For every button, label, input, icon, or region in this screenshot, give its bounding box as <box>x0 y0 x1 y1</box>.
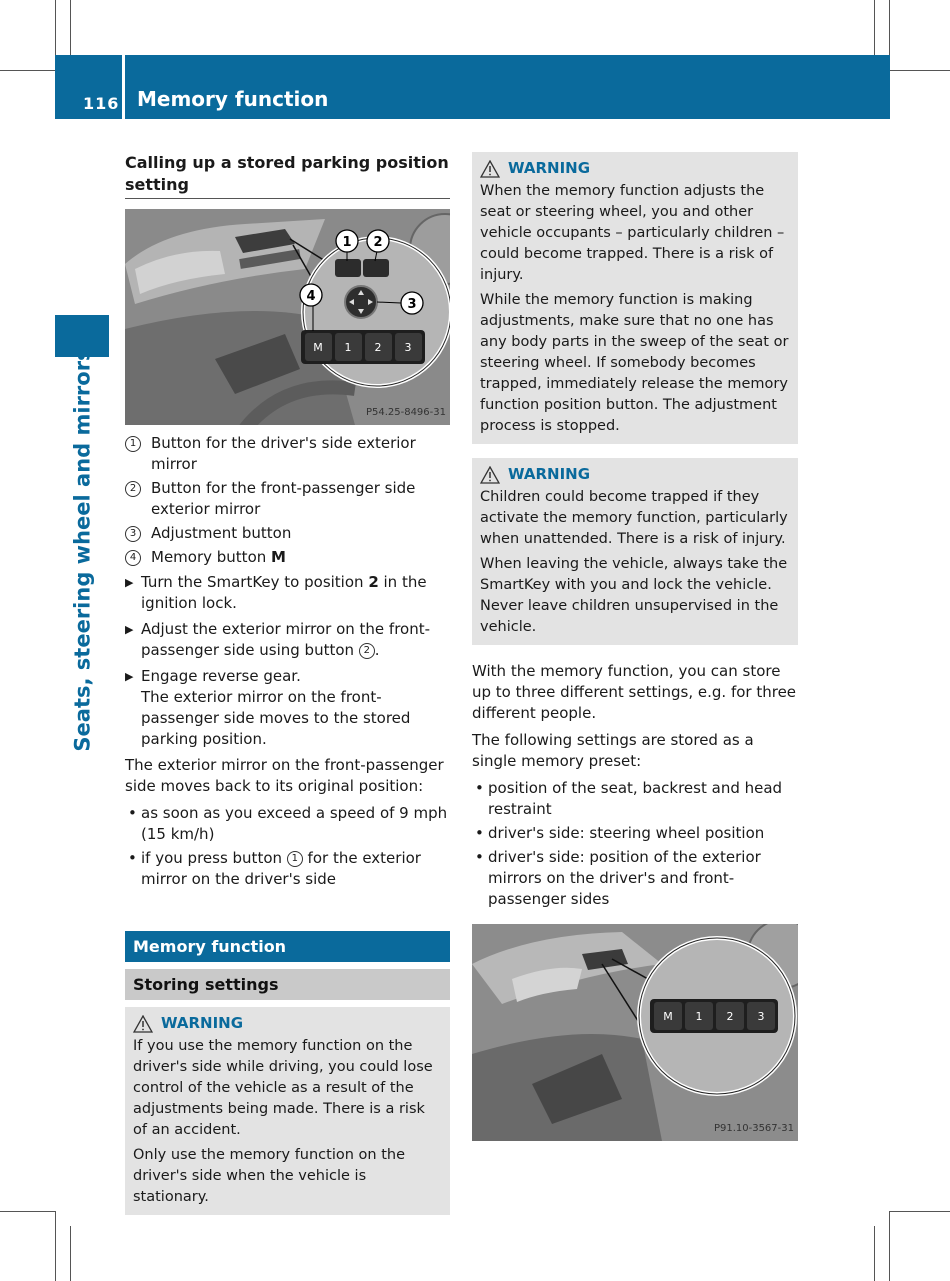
legend-text: Button for the front-passenger side exterior mirror <box>151 479 416 518</box>
legend-text: Adjustment button <box>151 524 292 542</box>
crop-mark <box>0 1211 55 1212</box>
warning-text: When the memory function adjusts the seat or steering wheel, you and other vehicle occupants – particularly children – could become trapped. There is a risk of injury. <box>480 183 785 283</box>
crop-mark <box>889 0 890 55</box>
crop-mark <box>55 0 56 55</box>
legend-item <box>125 478 450 520</box>
callout-1: 1 <box>342 235 352 250</box>
bullet-list <box>472 778 798 910</box>
bullet-text: if you press button <box>141 849 287 867</box>
bullet-item <box>125 848 450 890</box>
crop-mark <box>55 1211 56 1281</box>
memory-key-label: M <box>313 341 323 354</box>
memory-key-label: 2 <box>374 341 382 354</box>
warning-label: WARNING <box>508 159 591 177</box>
bullet-icon: • <box>128 849 137 867</box>
page-number: 116 <box>83 94 120 113</box>
step-arrow-icon: ▶ <box>125 670 134 683</box>
legend-item <box>125 523 450 544</box>
door-panel-illustration <box>125 209 450 425</box>
right-column <box>472 152 798 1141</box>
step-text: . <box>374 641 380 659</box>
warning-label: WARNING <box>161 1014 244 1032</box>
crop-mark <box>889 1211 890 1281</box>
section-title-bar: Memory function <box>125 931 450 962</box>
crop-mark <box>890 70 950 71</box>
callout-number: 4 <box>125 550 141 566</box>
section-heading: Calling up a stored parking position setting <box>125 152 450 199</box>
bullet-item <box>472 823 798 844</box>
warning-box <box>472 152 798 444</box>
memory-key-label: 2 <box>726 1010 734 1023</box>
crop-mark <box>70 1226 71 1281</box>
callout-2: 2 <box>373 235 383 250</box>
instruction-step <box>125 619 450 661</box>
memory-buttons-figure <box>472 924 798 1141</box>
step-bold: 2 <box>368 573 379 591</box>
figure-caption: P54.25-8496-31 <box>365 407 446 418</box>
warning-header <box>480 158 790 179</box>
callout-4: 4 <box>306 289 316 304</box>
legend-item <box>125 547 450 568</box>
warning-text: If you use the memory function on the driver's side while driving, you could lose control of the vehicle as a result of the adjustments being made. There is a risk of an accident. <box>133 1038 433 1138</box>
callout-3: 3 <box>407 297 417 312</box>
paragraph: The exterior mirror on the front-passenger side moves back to its original position: <box>125 756 444 795</box>
warning-text: While the memory function is making adjustments, make sure that no one has any body parts in the sweep of the seat or steering wheel. If somebody becomes trapped, immediately release the memory function position button. The adjustment process is stopped. <box>480 292 789 434</box>
callout-number: 2 <box>125 481 141 497</box>
figure-legend <box>125 433 450 568</box>
instruction-step <box>125 572 450 614</box>
bullet-item <box>125 803 450 845</box>
crop-mark <box>70 0 71 55</box>
instruction-steps <box>125 572 450 750</box>
warning-triangle-icon <box>480 466 500 484</box>
step-text: Engage reverse gear. <box>141 667 301 685</box>
legend-text: Memory button <box>151 548 272 566</box>
bullet-text: for the exterior mirror on the driver's side <box>141 849 421 888</box>
step-arrow-icon: ▶ <box>125 623 134 636</box>
legend-bold: M <box>271 548 286 566</box>
bullet-icon: • <box>475 779 484 797</box>
callout-number: 2 <box>359 643 375 659</box>
step-text: Adjust the exterior mirror on the front-passenger side using button <box>141 620 431 659</box>
memory-key-label: M <box>663 1010 673 1023</box>
paragraph: With the memory function, you can store up to three different settings, e.g. for three different people. <box>472 662 797 722</box>
bullet-icon: • <box>475 848 484 866</box>
bullet-text: as soon as you exceed a speed of 9 mph (15 km/h) <box>141 804 448 843</box>
bullet-text: driver's side: position of the exterior mirrors on the driver's and front-passenger sides <box>488 848 761 908</box>
subsection-title-bar: Storing settings <box>125 969 450 1000</box>
warning-label: WARNING <box>508 465 591 483</box>
bullet-text: position of the seat, backrest and head restraint <box>488 779 783 818</box>
callout-number: 1 <box>125 436 141 452</box>
instruction-step <box>125 666 450 750</box>
left-column <box>125 152 450 1215</box>
bullet-item <box>472 778 798 820</box>
memory-key-label: 3 <box>404 341 412 354</box>
warning-box <box>472 458 798 645</box>
step-arrow-icon: ▶ <box>125 576 134 589</box>
step-result: The exterior mirror on the front-passenger side moves to the stored parking position. <box>141 688 411 748</box>
step-text: Turn the SmartKey to position <box>141 573 369 591</box>
crop-mark <box>874 0 875 55</box>
warning-text: Only use the memory function on the driver's side when the vehicle is stationary. <box>133 1147 406 1205</box>
header-separator <box>122 55 125 119</box>
callout-number: 3 <box>125 526 141 542</box>
memory-key-label: 3 <box>757 1010 765 1023</box>
warning-header <box>480 464 790 485</box>
warning-text: Children could become trapped if they activate the memory function, particularly when unattended. There is a risk of injury. <box>480 489 788 547</box>
warning-triangle-icon <box>133 1015 153 1033</box>
warning-text: When leaving the vehicle, always take the SmartKey with you and lock the vehicle. Never leave children unsupervised in the vehicle. <box>480 556 788 635</box>
chapter-title: Seats, steering wheel and mirrors <box>70 348 95 752</box>
paragraph: The following settings are stored as a single memory preset: <box>472 731 754 770</box>
bullet-icon: • <box>475 824 484 842</box>
legend-text: Button for the driver's side exterior mirror <box>151 434 416 473</box>
crop-mark <box>0 70 55 71</box>
bullet-item <box>472 847 798 910</box>
door-panel-figure <box>125 209 450 425</box>
header-title: Memory function <box>137 87 329 111</box>
crop-mark <box>890 1211 950 1212</box>
warning-box <box>125 1007 450 1215</box>
warning-triangle-icon <box>480 160 500 178</box>
legend-item <box>125 433 450 475</box>
warning-header <box>133 1013 442 1034</box>
crop-mark <box>874 1226 875 1281</box>
figure-caption: P91.10-3567-31 <box>713 1123 794 1134</box>
memory-buttons-illustration <box>472 924 798 1141</box>
callout-number: 1 <box>287 851 303 867</box>
bullet-icon: • <box>128 804 137 822</box>
bullet-list <box>125 803 450 890</box>
step-text: in the ignition lock. <box>141 573 427 612</box>
bullet-text: driver's side: steering wheel position <box>488 824 765 842</box>
memory-key-label: 1 <box>344 341 352 354</box>
memory-key-label: 1 <box>695 1010 703 1023</box>
